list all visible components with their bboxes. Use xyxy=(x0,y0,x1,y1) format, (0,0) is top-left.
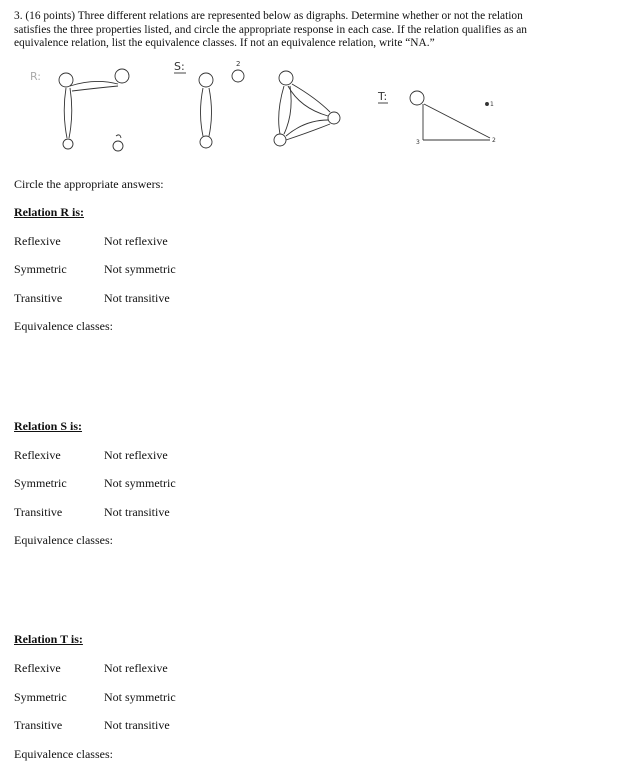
digraph-triangle xyxy=(274,71,340,146)
tri-edge-1 xyxy=(288,86,328,116)
r-edge-top xyxy=(70,81,118,86)
t-symmetric-option[interactable]: Symmetric xyxy=(14,690,67,704)
r-edge-down-a xyxy=(64,88,67,138)
tri-node-loop-bottom xyxy=(274,134,286,146)
r-reflexive-option[interactable]: Reflexive xyxy=(14,234,61,248)
question-text: 3. (16 points) Three different relations are represented below as digraphs. Determine whether or not the relation satisfies the three properties listed, and circle the appropriate response in each case. If the relation qualifies as an equivalence relation, list the equivalence classes. If not an equivalence relation, write “NA.” xyxy=(14,10,528,50)
t-transitive-option[interactable]: Transitive xyxy=(14,718,63,732)
t-not-symmetric-option[interactable]: Not symmetric xyxy=(104,690,176,704)
t-node-right-number: 1 xyxy=(490,101,494,108)
s-node-loop-left-top xyxy=(199,73,213,87)
t-not-reflexive-option[interactable]: Not reflexive xyxy=(104,661,168,675)
relation-s-heading: Relation S is: xyxy=(14,419,83,433)
t-reflexive-option[interactable]: Reflexive xyxy=(14,661,61,675)
s-not-transitive-option[interactable]: Not transitive xyxy=(104,505,170,519)
s-node-loop-right xyxy=(232,70,244,82)
t-equivalence-classes-label: Equivalence classes: xyxy=(14,747,113,761)
t-node-loop-top xyxy=(410,91,424,105)
instruction: Circle the appropriate answers: xyxy=(14,177,164,191)
t-edge-diagonal xyxy=(424,104,490,138)
tri-node-loop-right xyxy=(328,112,340,124)
s-label: S: xyxy=(174,60,185,73)
relation-r-heading: Relation R is: xyxy=(14,205,84,219)
r-node-loop-bottomright xyxy=(113,141,123,151)
tri-node-loop-top xyxy=(279,71,293,85)
s-edge-b xyxy=(209,88,212,136)
r-node-loop-topright xyxy=(115,69,129,83)
r-node-loop-topleft xyxy=(59,73,73,87)
r-label: R: xyxy=(30,70,42,83)
relation-t-heading: Relation T is: xyxy=(14,632,83,646)
s-transitive-option[interactable]: Transitive xyxy=(14,505,63,519)
digraph-s xyxy=(199,60,244,148)
r-edge-down-b xyxy=(69,88,72,138)
r-node-loop-bottom xyxy=(63,139,73,149)
tri-edge-4 xyxy=(284,86,291,134)
tri-edge-3 xyxy=(279,86,284,134)
tri-edge-5 xyxy=(286,120,328,136)
r-edge-top-back xyxy=(72,86,118,91)
r-not-transitive-option[interactable]: Not transitive xyxy=(104,291,170,305)
r-not-symmetric-option[interactable]: Not symmetric xyxy=(104,262,176,276)
t-not-transitive-option[interactable]: Not transitive xyxy=(104,718,170,732)
s-edge-a xyxy=(201,88,204,136)
r-transitive-option[interactable]: Transitive xyxy=(14,291,63,305)
r-symmetric-option[interactable]: Symmetric xyxy=(14,262,67,276)
r-equivalence-classes-label: Equivalence classes: xyxy=(14,319,113,333)
digraph-r xyxy=(59,69,129,151)
digraph-figure xyxy=(0,58,622,158)
t-node-bottom-left-number: 3 xyxy=(416,139,420,146)
s-not-symmetric-option[interactable]: Not symmetric xyxy=(104,476,176,490)
t-label: T: xyxy=(378,90,388,103)
s-reflexive-option[interactable]: Reflexive xyxy=(14,448,61,462)
s-node-top-number: 2 xyxy=(236,60,241,68)
t-node-bottom-right-number: 2 xyxy=(492,137,496,144)
s-equivalence-classes-label: Equivalence classes: xyxy=(14,533,113,547)
digraph-t xyxy=(410,91,496,146)
r-not-reflexive-option[interactable]: Not reflexive xyxy=(104,234,168,248)
t-node-isolated xyxy=(486,103,489,106)
s-not-reflexive-option[interactable]: Not reflexive xyxy=(104,448,168,462)
s-symmetric-option[interactable]: Symmetric xyxy=(14,476,67,490)
r-loop-mark xyxy=(116,135,121,138)
tri-edge-6 xyxy=(286,124,330,140)
s-node-loop-left-bottom xyxy=(200,136,212,148)
tri-edge-2 xyxy=(292,84,330,112)
